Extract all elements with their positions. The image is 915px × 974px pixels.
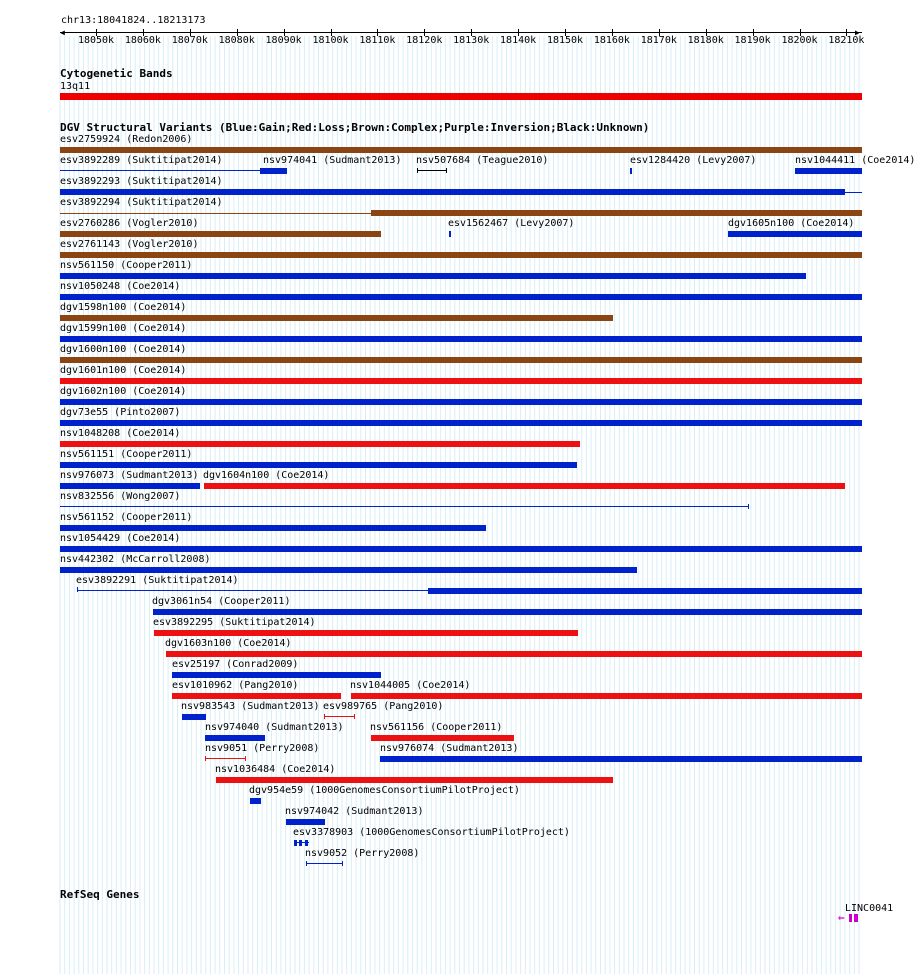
- ruler-line: [60, 32, 862, 33]
- sv-label: esv989765 (Pang2010): [323, 701, 444, 712]
- sv-bar: [60, 567, 637, 573]
- sv-bar: [154, 630, 578, 636]
- sv-label: nsv976074 (Sudmant2013): [380, 743, 519, 754]
- ruler-tick-label: 18160k: [593, 35, 630, 46]
- sv-bar: [166, 651, 862, 657]
- sv-bar: [449, 231, 451, 237]
- sv-label: dgv1604n100 (Coe2014): [203, 470, 330, 481]
- sv-label: esv3892289 (Suktitipat2014): [60, 155, 223, 166]
- sv-bar: [263, 168, 287, 174]
- sv-label: dgv1602n100 (Coe2014): [60, 386, 187, 397]
- cytoband-label: 13q11: [60, 81, 91, 92]
- sv-end-cap: [324, 714, 325, 719]
- sv-bar: [60, 483, 200, 489]
- track-title-dgv: DGV Structural Variants (Blue:Gain;Red:Loss;Brown:Complex;Purple:Inversion;Black:Unknown): [60, 121, 650, 134]
- sv-bar: [428, 588, 862, 594]
- sv-end-cap: [417, 168, 418, 173]
- ruler-tick-label: 18070k: [171, 35, 208, 46]
- sv-bar: [172, 672, 381, 678]
- ruler-tick-label: 18130k: [453, 35, 490, 46]
- sv-end-cap: [77, 587, 78, 592]
- sv-intron-line: [417, 170, 446, 171]
- ruler-tick-label: 18140k: [500, 35, 537, 46]
- sv-end-cap: [354, 714, 355, 719]
- sv-bar: [182, 714, 206, 720]
- sv-end-cap: [446, 168, 447, 173]
- sv-label: esv3378903 (1000GenomesConsortiumPilotProject): [293, 827, 570, 838]
- sv-label: nsv974041 (Sudmant2013): [263, 155, 402, 166]
- ruler-tick-label: 18200k: [781, 35, 818, 46]
- sv-bar: [60, 546, 862, 552]
- sv-bar: [250, 798, 261, 804]
- sv-bar: [60, 189, 845, 195]
- track-title-cytogenetic-bands: Cytogenetic Bands: [60, 67, 173, 80]
- sv-bar: [371, 210, 862, 216]
- sv-intron-line: [77, 590, 428, 591]
- sv-bar: [728, 231, 862, 237]
- gene-label: LINC0041: [845, 903, 894, 914]
- sv-label: nsv1044005 (Coe2014): [350, 680, 471, 691]
- sv-label: esv2760286 (Vogler2010): [60, 218, 199, 229]
- ruler-tick-label: 18170k: [640, 35, 677, 46]
- sv-label: nsv561151 (Cooper2011): [60, 449, 193, 460]
- ruler-tick-label: 18190k: [734, 35, 771, 46]
- ruler-tick-label: 18150k: [546, 35, 584, 46]
- sv-label: nsv974040 (Sudmant2013): [205, 722, 344, 733]
- sv-bar: [60, 441, 580, 447]
- sv-label: esv3892293 (Suktitipat2014): [60, 176, 223, 187]
- ruler-tick-label: 18050k: [77, 35, 115, 46]
- gene-arrow-icon: ⇐: [838, 911, 845, 924]
- sv-label: dgv1599n100 (Coe2014): [60, 323, 187, 334]
- sv-label: nsv9052 (Perry2008): [305, 848, 420, 859]
- ruler-tick-label: 18110k: [359, 35, 396, 46]
- sv-end-cap: [205, 756, 206, 761]
- sv-label: dgv1605n100 (Coe2014): [728, 218, 855, 229]
- sv-end-cap: [306, 861, 307, 866]
- sv-intron-line: [60, 170, 260, 171]
- sv-label: dgv1598n100 (Coe2014): [60, 302, 187, 313]
- sv-bar: [153, 609, 862, 615]
- sv-bar: [60, 336, 862, 342]
- sv-label: nsv507684 (Teague2010): [416, 155, 549, 166]
- sv-label: nsv442302 (McCarroll2008): [60, 554, 211, 565]
- sv-bar: [60, 399, 862, 405]
- track-title-refseq: RefSeq Genes: [60, 888, 140, 901]
- sv-bar: [60, 315, 613, 321]
- sv-label: esv1010962 (Pang2010): [172, 680, 299, 691]
- sv-bar: [371, 735, 514, 741]
- sv-label: esv1284420 (Levy2007): [630, 155, 757, 166]
- gene-exon: [854, 914, 858, 922]
- sv-label: esv25197 (Conrad2009): [172, 659, 299, 670]
- sv-label: esv3892295 (Suktitipat2014): [153, 617, 316, 628]
- sv-intron-line: [60, 506, 749, 507]
- sv-bar: [305, 840, 308, 846]
- sv-intron-line: [845, 192, 862, 193]
- ruler-tick-label: 18100k: [312, 35, 349, 46]
- ruler-tick-label: 18060k: [124, 35, 161, 46]
- sv-label: esv2759924 (Redon2006): [60, 134, 193, 145]
- sv-label: dgv1600n100 (Coe2014): [60, 344, 187, 355]
- sv-label: nsv9051 (Perry2008): [205, 743, 320, 754]
- sv-bar: [286, 819, 325, 825]
- sv-label: nsv561152 (Cooper2011): [60, 512, 193, 523]
- sv-label: nsv561156 (Cooper2011): [370, 722, 503, 733]
- sv-end-cap: [342, 861, 343, 866]
- sv-label: esv2761143 (Vogler2010): [60, 239, 199, 250]
- sv-bar: [172, 693, 341, 699]
- sv-intron-line: [306, 863, 342, 864]
- sv-label: nsv1050248 (Coe2014): [60, 281, 181, 292]
- sv-label: nsv561150 (Cooper2011): [60, 260, 193, 271]
- sv-label: esv3892291 (Suktitipat2014): [76, 575, 239, 586]
- sv-bar: [216, 777, 613, 783]
- locus-label: chr13:18041824..18213173: [61, 15, 206, 26]
- sv-bar: [630, 168, 632, 174]
- sv-label: esv3892294 (Suktitipat2014): [60, 197, 223, 208]
- sv-label: dgv1601n100 (Coe2014): [60, 365, 187, 376]
- sv-label: dgv3061n54 (Cooper2011): [152, 596, 291, 607]
- sv-label: nsv1054429 (Coe2014): [60, 533, 181, 544]
- sv-end-cap: [245, 756, 246, 761]
- sv-label: nsv983543 (Sudmant2013): [181, 701, 320, 712]
- ruler-tick-label: 18080k: [218, 35, 255, 46]
- ruler-right-arrow-icon[interactable]: ▶: [855, 28, 860, 37]
- sv-label: nsv976073 (Sudmant2013): [60, 470, 199, 481]
- cytoband-13q11[interactable]: [60, 93, 862, 100]
- sv-bar: [204, 483, 845, 489]
- sv-label: nsv974042 (Sudmant2013): [285, 806, 424, 817]
- sv-bar: [351, 693, 862, 699]
- ruler-left-arrow-icon[interactable]: ◀: [60, 28, 65, 37]
- sv-bar: [60, 252, 862, 258]
- sv-label: nsv1044411 (Coe2014): [795, 155, 915, 166]
- sv-bar: [60, 525, 486, 531]
- sv-bar: [60, 231, 381, 237]
- sv-intron-line: [324, 716, 354, 717]
- sv-bar: [380, 756, 862, 762]
- sv-bar: [299, 840, 302, 846]
- sv-label: dgv1603n100 (Coe2014): [165, 638, 292, 649]
- sv-intron-line: [60, 213, 371, 214]
- sv-bar: [60, 357, 862, 363]
- sv-label: esv1562467 (Levy2007): [448, 218, 575, 229]
- sv-bar: [60, 147, 862, 153]
- ruler-tick-label: 18090k: [265, 35, 302, 46]
- sv-intron-line: [205, 758, 245, 759]
- sv-label: dgv954e59 (1000GenomesConsortiumPilotProject): [249, 785, 520, 796]
- sv-bar: [205, 735, 265, 741]
- sv-label: nsv832556 (Wong2007): [60, 491, 181, 502]
- sv-bar: [60, 462, 577, 468]
- sv-bar: [60, 378, 862, 384]
- sv-bar: [60, 420, 862, 426]
- gene-exon: [849, 914, 852, 922]
- sv-bar: [60, 273, 806, 279]
- sv-label: nsv1036484 (Coe2014): [215, 764, 336, 775]
- sv-label: nsv1048208 (Coe2014): [60, 428, 181, 439]
- ruler-tick-label: 18210k: [828, 35, 865, 46]
- sv-bar: [294, 840, 297, 846]
- ruler-tick-label: 18120k: [406, 35, 443, 46]
- gene-feature[interactable]: [838, 912, 862, 924]
- sv-bar: [795, 168, 862, 174]
- sv-end-cap: [748, 504, 749, 509]
- sv-bar: [60, 294, 862, 300]
- sv-label: dgv73e55 (Pinto2007): [60, 407, 181, 418]
- ruler-tick-label: 18180k: [687, 35, 724, 46]
